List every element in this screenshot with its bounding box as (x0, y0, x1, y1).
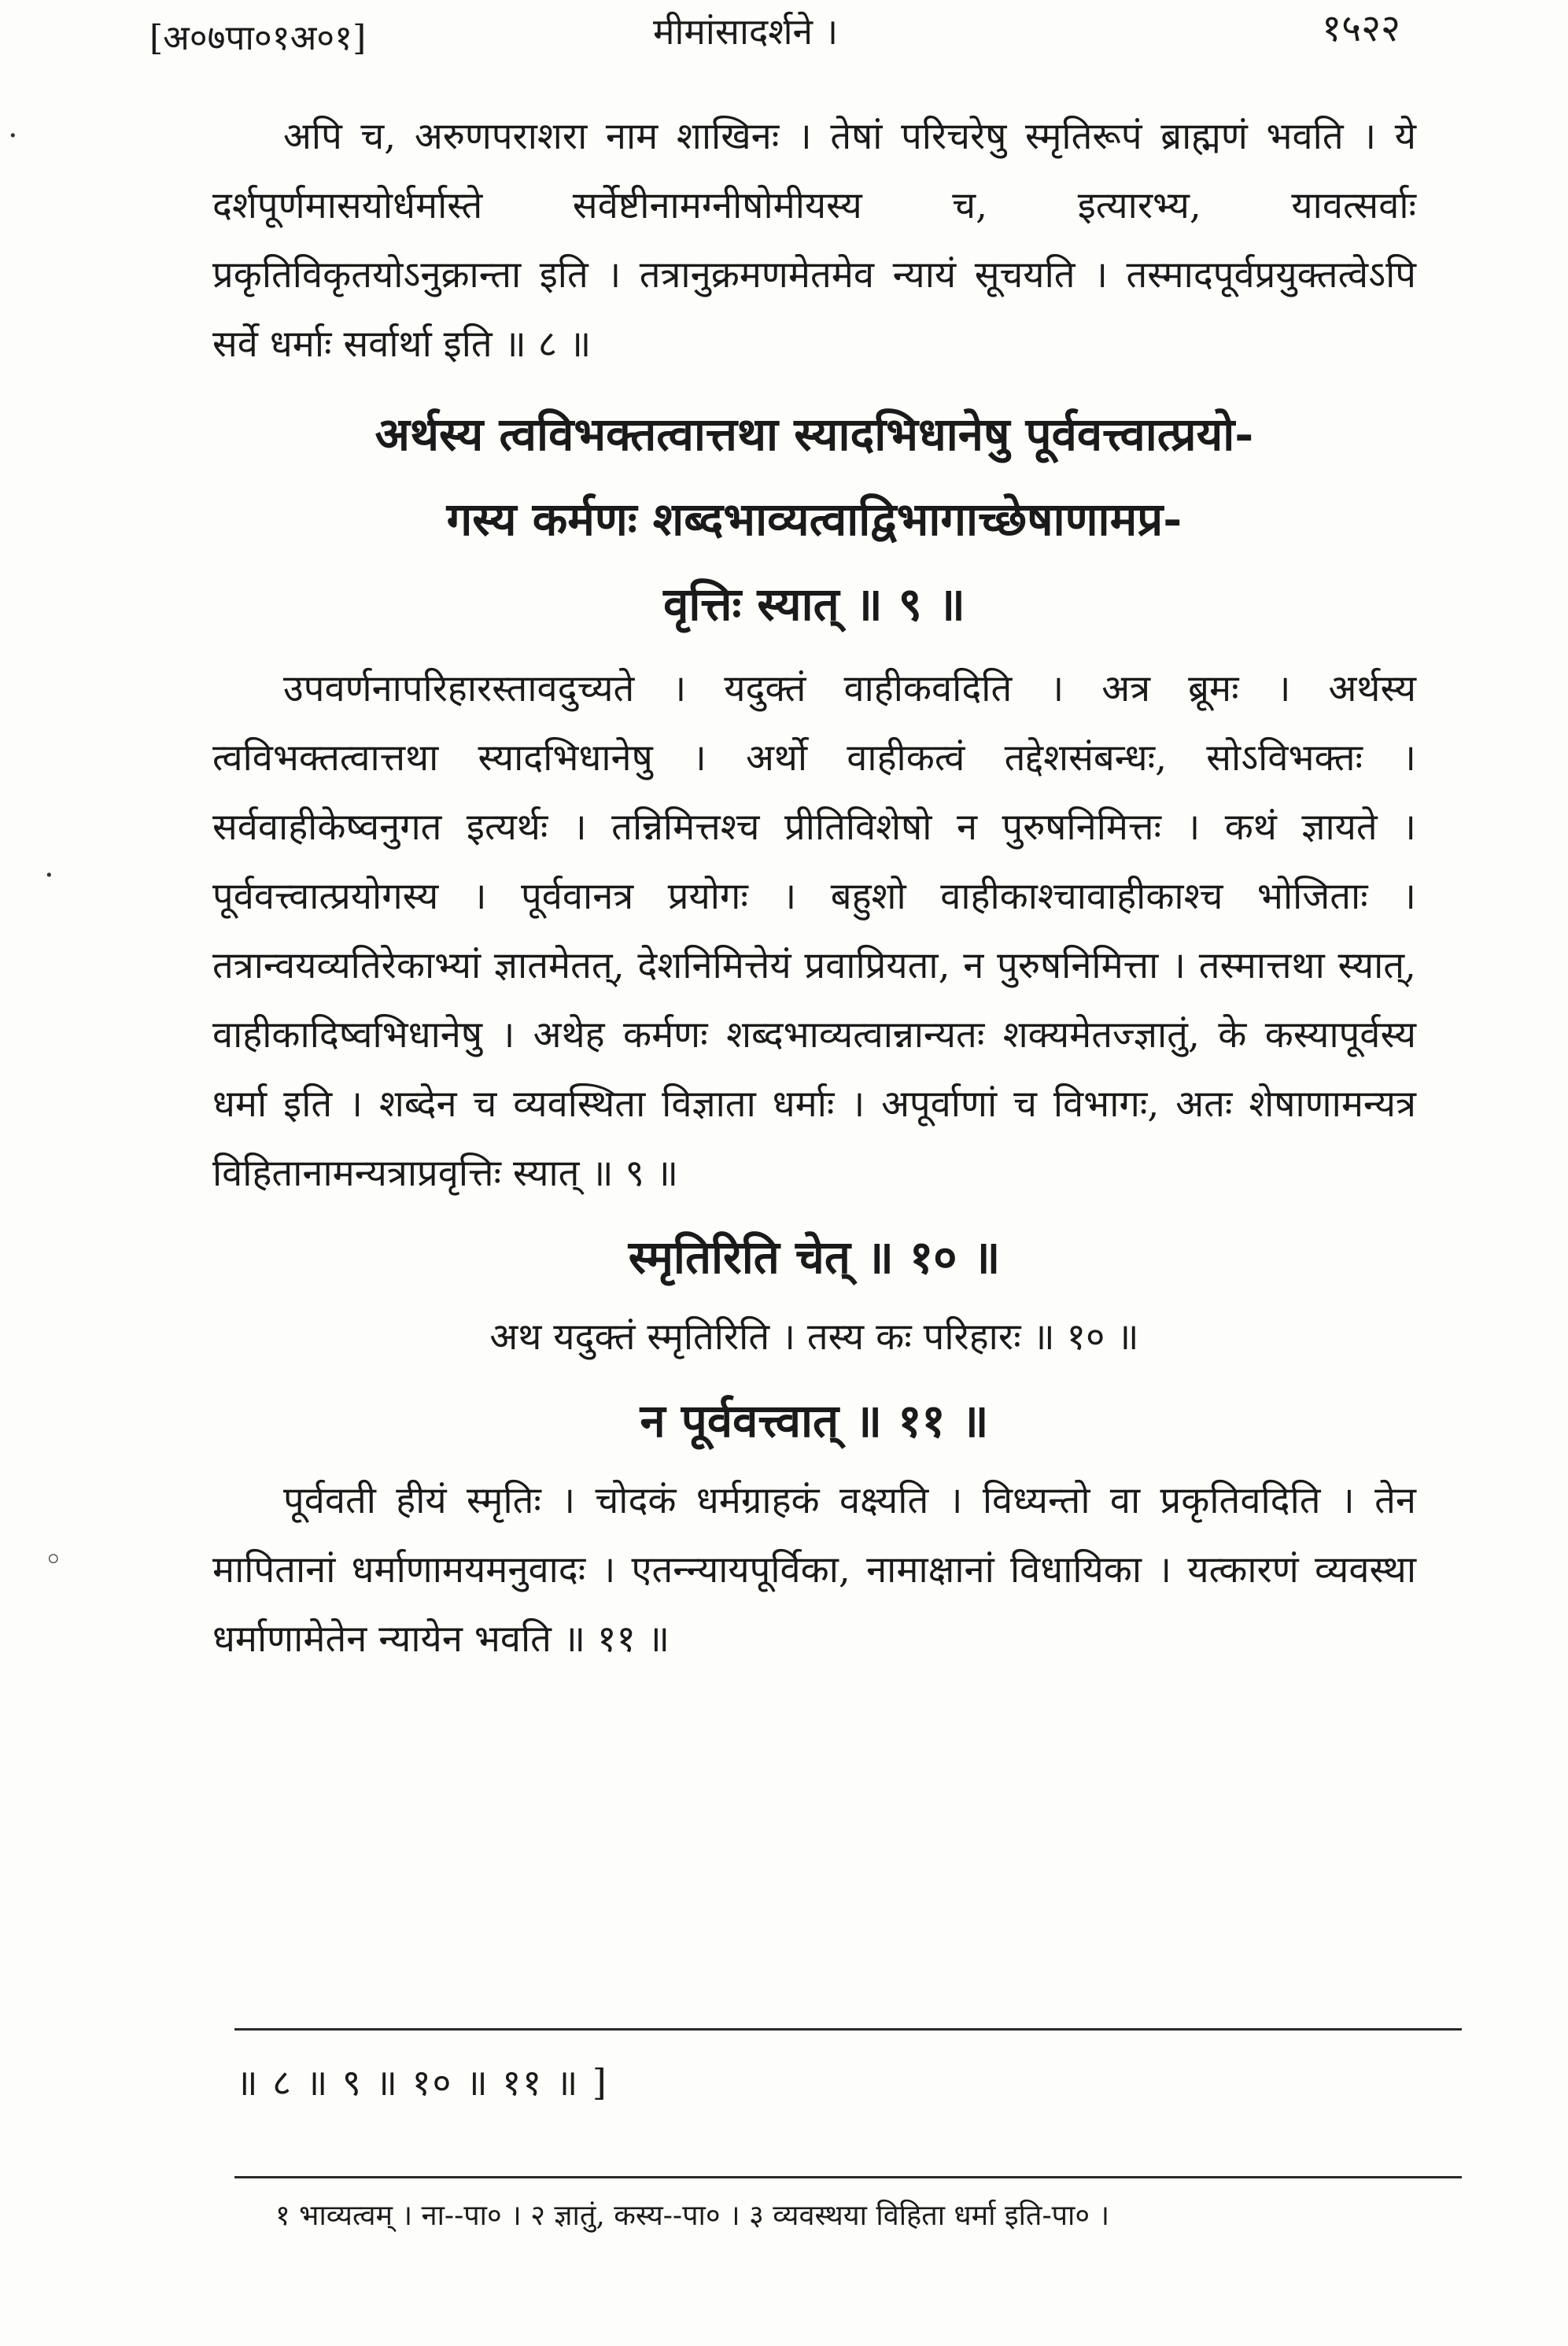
divider-top (234, 2028, 1462, 2031)
commentary-paragraph-10: अथ यदुक्तं स्मृतिरिति । तस्य कः परिहारः ॥ १० ॥ (489, 1315, 1139, 1359)
sutra-9-line-1: अर्थस्य त्वविभक्तत्वात्तथा स्यादभिधानेषु पूर्ववत्त्वात्प्रयो- (374, 408, 1254, 461)
sutra-11: न पूर्ववत्त्वात् ॥ ११ ॥ (640, 1394, 989, 1448)
sutra-9-line-3: वृत्तिः स्यात् ॥ ९ ॥ (663, 577, 965, 631)
page-number: १५२२ (1322, 6, 1400, 50)
sutra-index: ॥ ८ ॥ ९ ॥ १० ॥ ११ ॥ ] (236, 2061, 608, 2104)
commentary-paragraph-11: पूर्ववती हीयं स्मृतिः । चोदकं धर्मग्राहकं वक्ष्यति । विध्यन्तो वा प्रकृतिवदिति । तेन मापितानां धर्माणामयमनुवादः । एतन्न्यायपूर्विका, नामाक्षानां विधायिका । यत्कारणं व्यवस्था धर्माणामेतेन न्यायेन भवति ॥ ११ ॥ (212, 1479, 1416, 1661)
commentary-paragraph-9: उपवर्णनापरिहारस्तावदुच्यते । यदुक्तं वाहीकवदिति । अत्र ब्रूमः । अर्थस्य त्वविभक्तत्वात्तथा स्यादभिधानेषु । अर्थो वाहीकत्वं तद्देशसंबन्धः, सोऽविभक्तः । सर्ववाहीकेष्वनुगत इत्यर्थः । तन्निमित्तश्च प्रीतिविशेषो न पुरुषनिमित्तः । कथं ज्ञायते । पूर्ववत्त्वात्प्रयोगस्य । पूर्ववानत्र प्रयोगः । बहुशो वाहीकाश्चावाहीकाश्च भोजिताः । तत्रान्वयव्यतिरेकाभ्यां ज्ञातमेतत्, देशनिमित्तेयं प्रवाप्रियता, न पुरुषनिमित्ता । तस्मात्तथा स्यात्, वाहीकादिष्वभिधानेषु । अथेह कर्मणः शब्दभाव्यत्वान्नान्यतः शक्यमेतज्ज्ञातुं, के कस्यापूर्वस्य धर्मा इति । शब्देन च व्यवस्थिता विज्ञाता धर्माः । अपूर्वाणां च विभागः, अतः शेषाणामन्यत्र विहितानामन्यत्राप्रवृत्तिः स्यात् ॥ ९ ॥ (212, 667, 1416, 1195)
main-text (212, 102, 1416, 1674)
commentary-paragraph-8: अपि च, अरुणपराशरा नाम शाखिनः । तेषां परिचरेषु स्मृतिरूपं ब्राह्मणं भवति । ये दर्शपूर्णमासयोर्धर्मास्ते सर्वेष्टीनामग्नीषोमीयस्य च, इत्यारभ्य, यावत्सर्वाः प्रकृतिविकृतयोऽनुक्रान्ता इति । तत्रानुक्रमणमेतमेव न्यायं सूचयति । तस्मादपूर्वप्रयुक्तत्वेऽपि सर्वे धर्माः सर्वार्था इति ॥ ८ ॥ (212, 115, 1416, 366)
margin-speck: ◦ (44, 1542, 63, 1578)
sutra-10: स्मृतिरिति चेत् ॥ १० ॥ (628, 1230, 1001, 1284)
footnote: १ भाव्यत्वम् । ना--पा० । २ ज्ञातुं, कस्य--पा० । ३ व्यवस्थया विहिता धर्मा इति-पा० । (275, 2200, 1110, 2232)
margin-speck: · (44, 858, 54, 894)
divider-bottom (234, 2176, 1462, 2178)
sutra-9-line-2: गस्य कर्मणः शब्दभाव्यत्वाद्विभागाच्छेषाणामप्र- (446, 492, 1182, 546)
running-title: मीमांसादर्शने । (653, 10, 839, 53)
sutra-9 (212, 392, 1416, 647)
page-header (149, 6, 1400, 61)
margin-speck: · (8, 118, 18, 154)
section-reference: [अ०७पा०१अ०१] (149, 18, 367, 58)
